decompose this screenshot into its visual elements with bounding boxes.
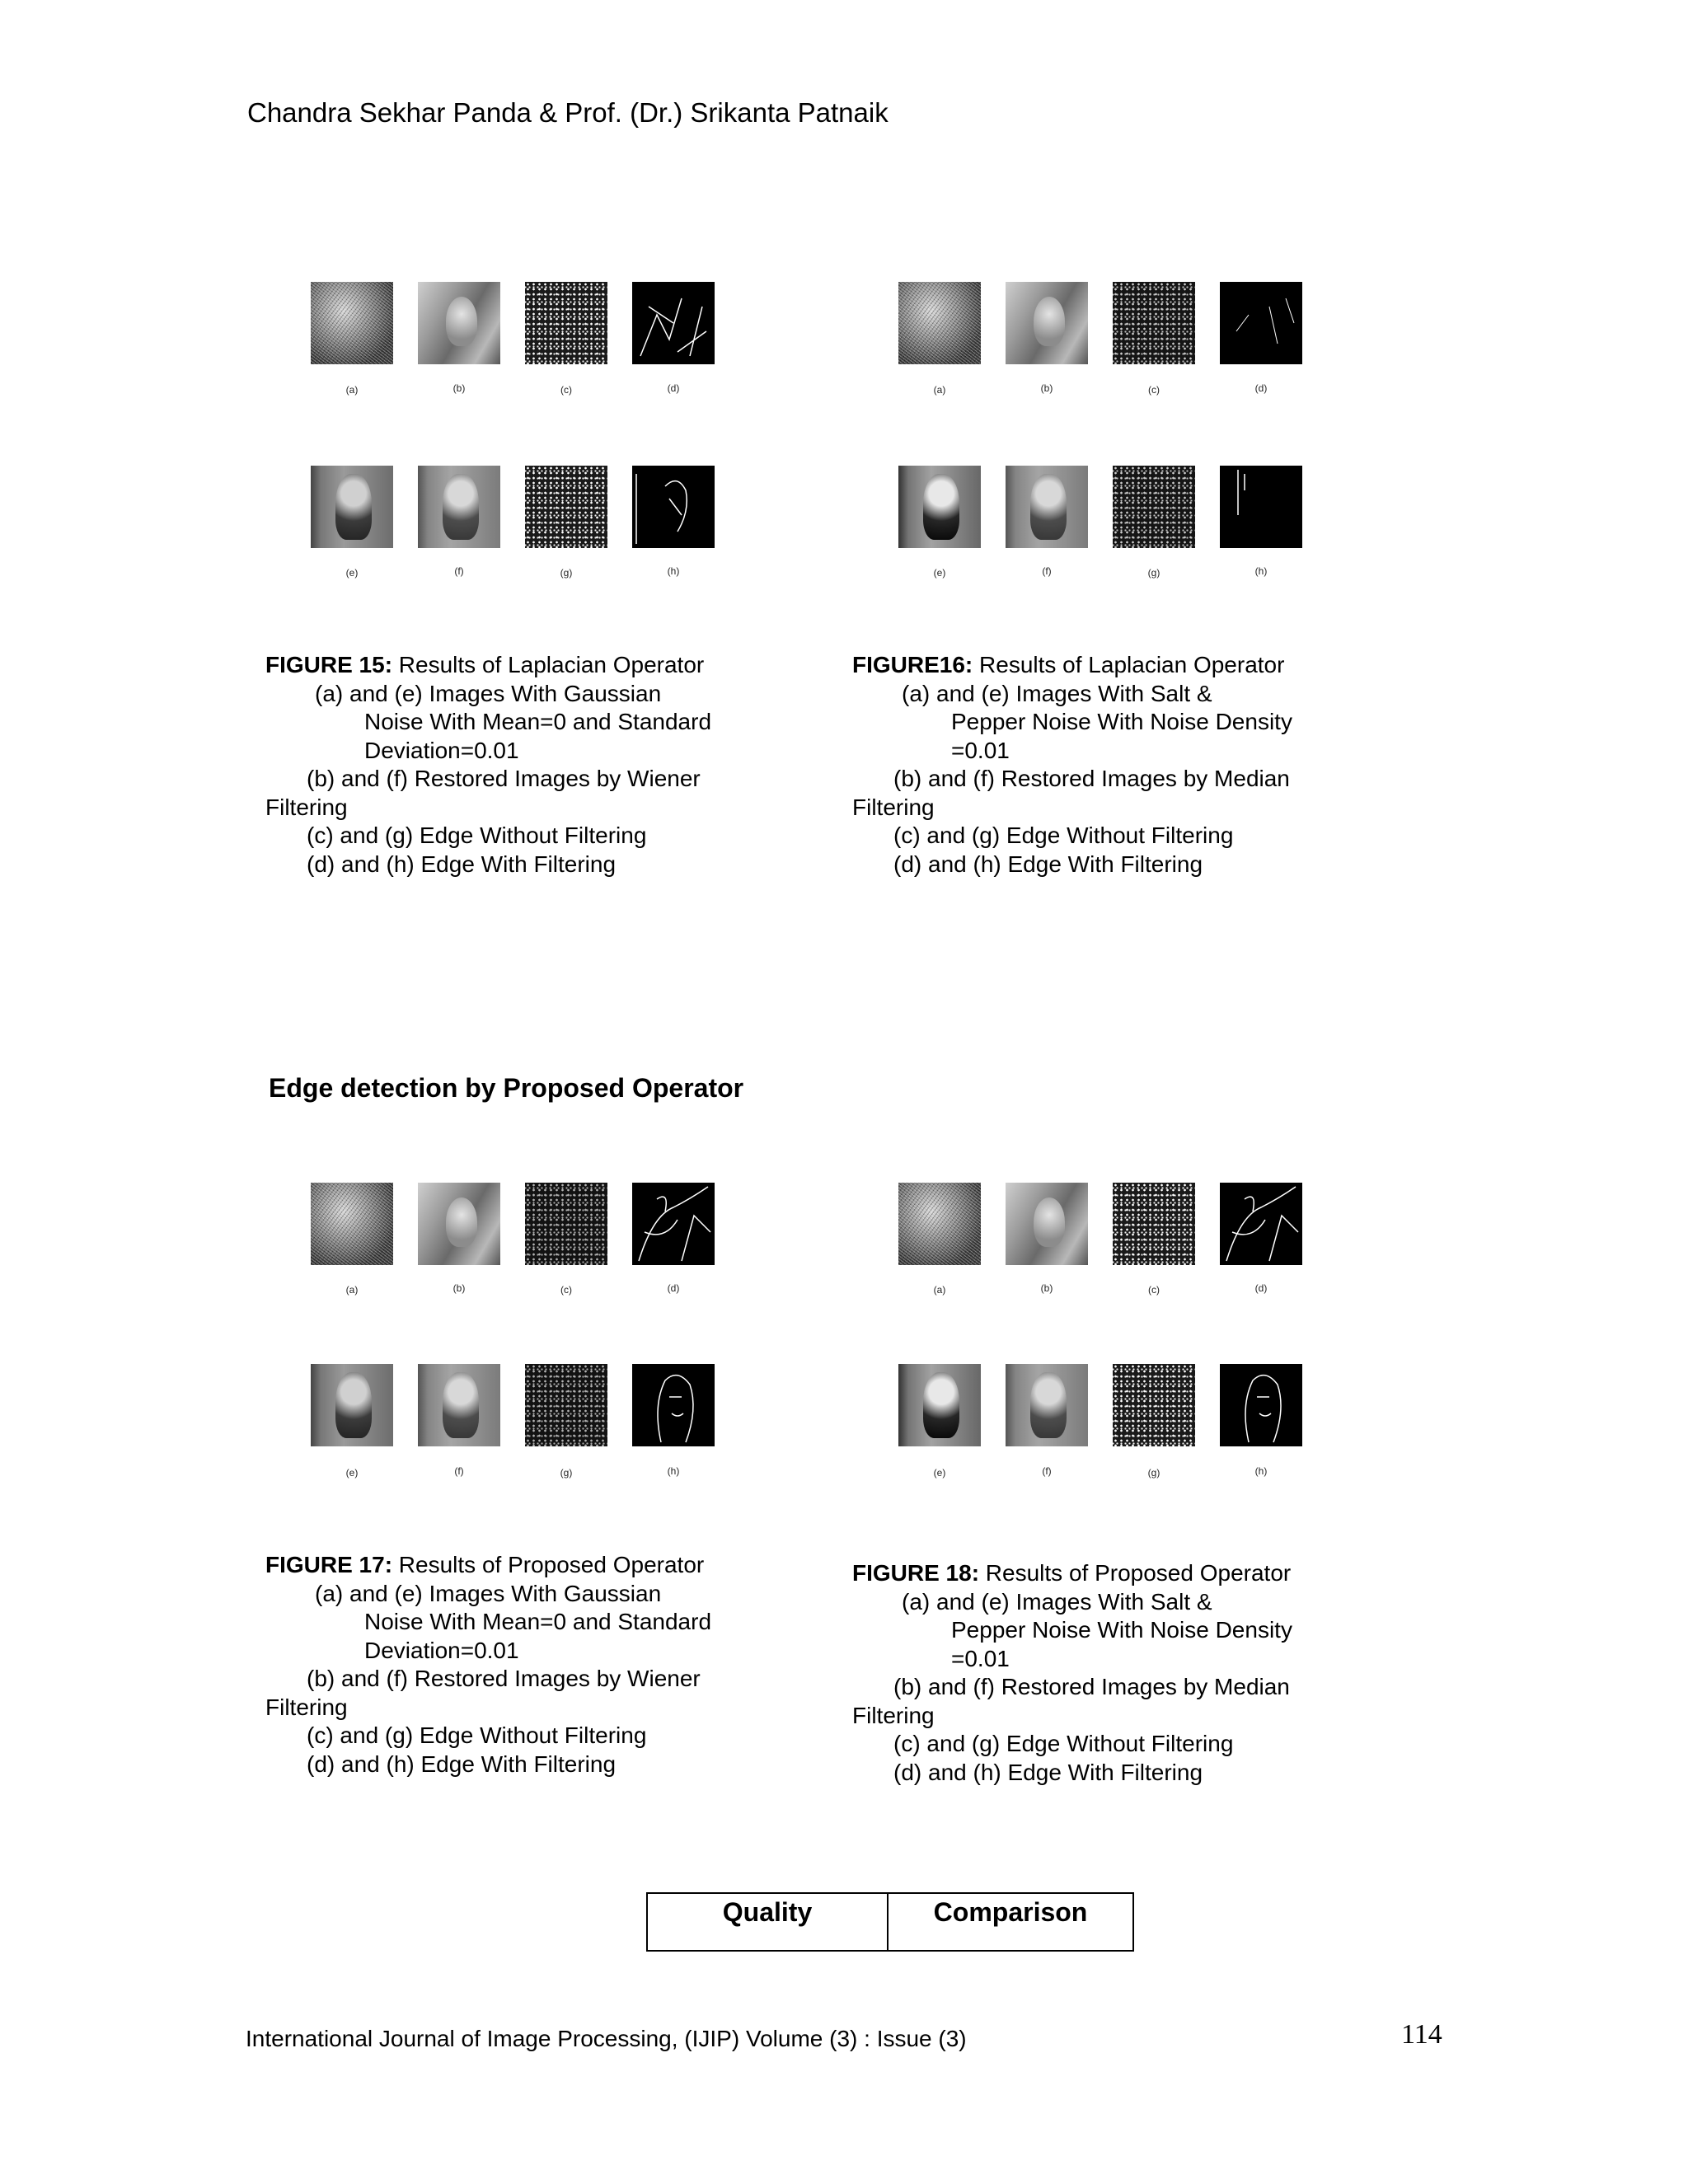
- panel-d-image: [1220, 282, 1302, 364]
- figure-label: FIGURE16:: [852, 652, 973, 677]
- figure-label: FIGURE 17:: [265, 1552, 393, 1577]
- caption-line: (d) and (h) Edge With Filtering: [307, 851, 617, 877]
- caption-line: Pepper Noise With Noise Density: [951, 1617, 1292, 1643]
- panel-c-image: [525, 282, 607, 364]
- panel-d-image: [632, 1183, 715, 1265]
- panel-label: (d): [667, 1282, 680, 1294]
- panel-e-image: [311, 466, 393, 548]
- caption-line: =0.01: [951, 1645, 1010, 1671]
- caption-line: (b) and (f) Restored Images by Wiener: [307, 766, 701, 791]
- panel-f-image: [418, 1364, 500, 1446]
- caption-line: Deviation=0.01: [364, 1637, 519, 1663]
- figure-label: FIGURE 15:: [265, 652, 393, 677]
- caption-line: (b) and (f) Restored Images by Wiener: [307, 1666, 701, 1691]
- panel-label: (a): [933, 1284, 946, 1296]
- panel-label: (f): [454, 565, 464, 577]
- panel-label: (g): [560, 1467, 573, 1479]
- caption-line: (d) and (h) Edge With Filtering: [893, 1759, 1203, 1785]
- caption-line: Filtering: [265, 1694, 348, 1720]
- panel-c-image: [1113, 282, 1195, 364]
- panel-label: (c): [1148, 384, 1160, 396]
- panel-d-image: [632, 282, 715, 364]
- panel-label: (d): [1254, 1282, 1268, 1294]
- panel-g-image: [1113, 1364, 1195, 1446]
- panel-b-image: [1006, 282, 1088, 364]
- panel-label: (d): [1254, 382, 1268, 394]
- figure-16-caption: [852, 651, 1292, 879]
- panel-label: (a): [345, 384, 359, 396]
- panel-d-image: [1220, 1183, 1302, 1265]
- panel-e-image: [898, 466, 981, 548]
- panel-c-image: [1113, 1183, 1195, 1265]
- caption-line: (a) and (e) Images With Salt &: [902, 680, 1212, 706]
- panel-h-image: [632, 466, 715, 548]
- panel-f-image: [418, 466, 500, 548]
- figure-17-caption: [265, 1551, 712, 1779]
- panel-e-image: [311, 1364, 393, 1446]
- caption-line: Pepper Noise With Noise Density: [951, 709, 1292, 734]
- caption-line: (a) and (e) Images With Gaussian: [315, 1580, 662, 1606]
- panel-label: (h): [1254, 565, 1268, 577]
- caption-line: (c) and (g) Edge Without Filtering: [893, 823, 1234, 848]
- quality-comparison-table: [646, 1892, 1134, 1952]
- panel-label: (e): [345, 567, 359, 579]
- panel-g-image: [525, 466, 607, 548]
- panel-f-image: [1006, 1364, 1088, 1446]
- caption-line: Deviation=0.01: [364, 737, 519, 763]
- caption-line: Filtering: [852, 1702, 935, 1728]
- section-heading: Edge detection by Proposed Operator: [269, 1073, 744, 1103]
- panel-label: (b): [452, 382, 466, 394]
- panel-label: (b): [452, 1282, 466, 1294]
- panel-a-image: [898, 1183, 981, 1265]
- panel-label: (e): [933, 1467, 946, 1479]
- journal-footer: International Journal of Image Processing, (IJIP) Volume (3) : Issue (3): [246, 2026, 967, 2051]
- caption-line: (b) and (f) Restored Images by Median: [893, 1674, 1290, 1699]
- panel-label: (c): [560, 384, 572, 396]
- table-header-quality: Quality: [648, 1894, 889, 1950]
- panel-e-image: [898, 1364, 981, 1446]
- panel-b-image: [418, 1183, 500, 1265]
- panel-label: (g): [1147, 567, 1160, 579]
- figure-title: Results of Laplacian Operator: [973, 652, 1285, 677]
- page-number: 114: [1401, 2019, 1442, 2050]
- caption-line: Filtering: [852, 794, 935, 820]
- panel-label: (b): [1040, 382, 1053, 394]
- panel-b-image: [1006, 1183, 1088, 1265]
- table-header-comparison: Comparison: [933, 1897, 1088, 1927]
- caption-line: (c) and (g) Edge Without Filtering: [307, 823, 647, 848]
- panel-b-image: [418, 282, 500, 364]
- panel-c-image: [525, 1183, 607, 1265]
- figure-18-caption: [852, 1559, 1291, 1787]
- panel-label: (a): [345, 1284, 359, 1296]
- panel-f-image: [1006, 466, 1088, 548]
- running-header: Chandra Sekhar Panda & Prof. (Dr.) Srikanta Patnaik: [247, 97, 889, 128]
- panel-a-image: [898, 282, 981, 364]
- panel-label: (h): [667, 1465, 680, 1477]
- caption-line: (a) and (e) Images With Gaussian: [315, 680, 662, 706]
- panel-label: (g): [560, 567, 573, 579]
- caption-line: (d) and (h) Edge With Filtering: [893, 851, 1203, 877]
- figure-label: FIGURE 18:: [852, 1560, 980, 1586]
- caption-line: (c) and (g) Edge Without Filtering: [893, 1731, 1234, 1756]
- panel-label: (f): [1042, 565, 1052, 577]
- panel-label: (e): [933, 567, 946, 579]
- panel-label: (f): [454, 1465, 464, 1477]
- panel-h-image: [1220, 466, 1302, 548]
- caption-line: Noise With Mean=0 and Standard: [364, 1609, 712, 1634]
- panel-label: (c): [1148, 1284, 1160, 1296]
- panel-label: (g): [1147, 1467, 1160, 1479]
- caption-line: Noise With Mean=0 and Standard: [364, 709, 712, 734]
- panel-h-image: [1220, 1364, 1302, 1446]
- figure-15-caption: [265, 651, 712, 879]
- figure-title: Results of Laplacian Operator: [392, 652, 705, 677]
- panel-label: (h): [1254, 1465, 1268, 1477]
- caption-line: (c) and (g) Edge Without Filtering: [307, 1722, 647, 1748]
- panel-label: (b): [1040, 1282, 1053, 1294]
- panel-label: (f): [1042, 1465, 1052, 1477]
- panel-label: (d): [667, 382, 680, 394]
- panel-label: (e): [345, 1467, 359, 1479]
- panel-label: (c): [560, 1284, 572, 1296]
- caption-line: Filtering: [265, 794, 348, 820]
- panel-h-image: [632, 1364, 715, 1446]
- panel-g-image: [525, 1364, 607, 1446]
- panel-a-image: [311, 1183, 393, 1265]
- panel-label: (h): [667, 565, 680, 577]
- figure-title: Results of Proposed Operator: [392, 1552, 705, 1577]
- panel-a-image: [311, 282, 393, 364]
- panel-label: (a): [933, 384, 946, 396]
- caption-line: (a) and (e) Images With Salt &: [902, 1588, 1212, 1615]
- caption-line: (d) and (h) Edge With Filtering: [307, 1750, 617, 1777]
- panel-g-image: [1113, 466, 1195, 548]
- caption-line: (b) and (f) Restored Images by Median: [893, 766, 1290, 791]
- caption-line: =0.01: [951, 737, 1010, 763]
- figure-title: Results of Proposed Operator: [979, 1560, 1292, 1586]
